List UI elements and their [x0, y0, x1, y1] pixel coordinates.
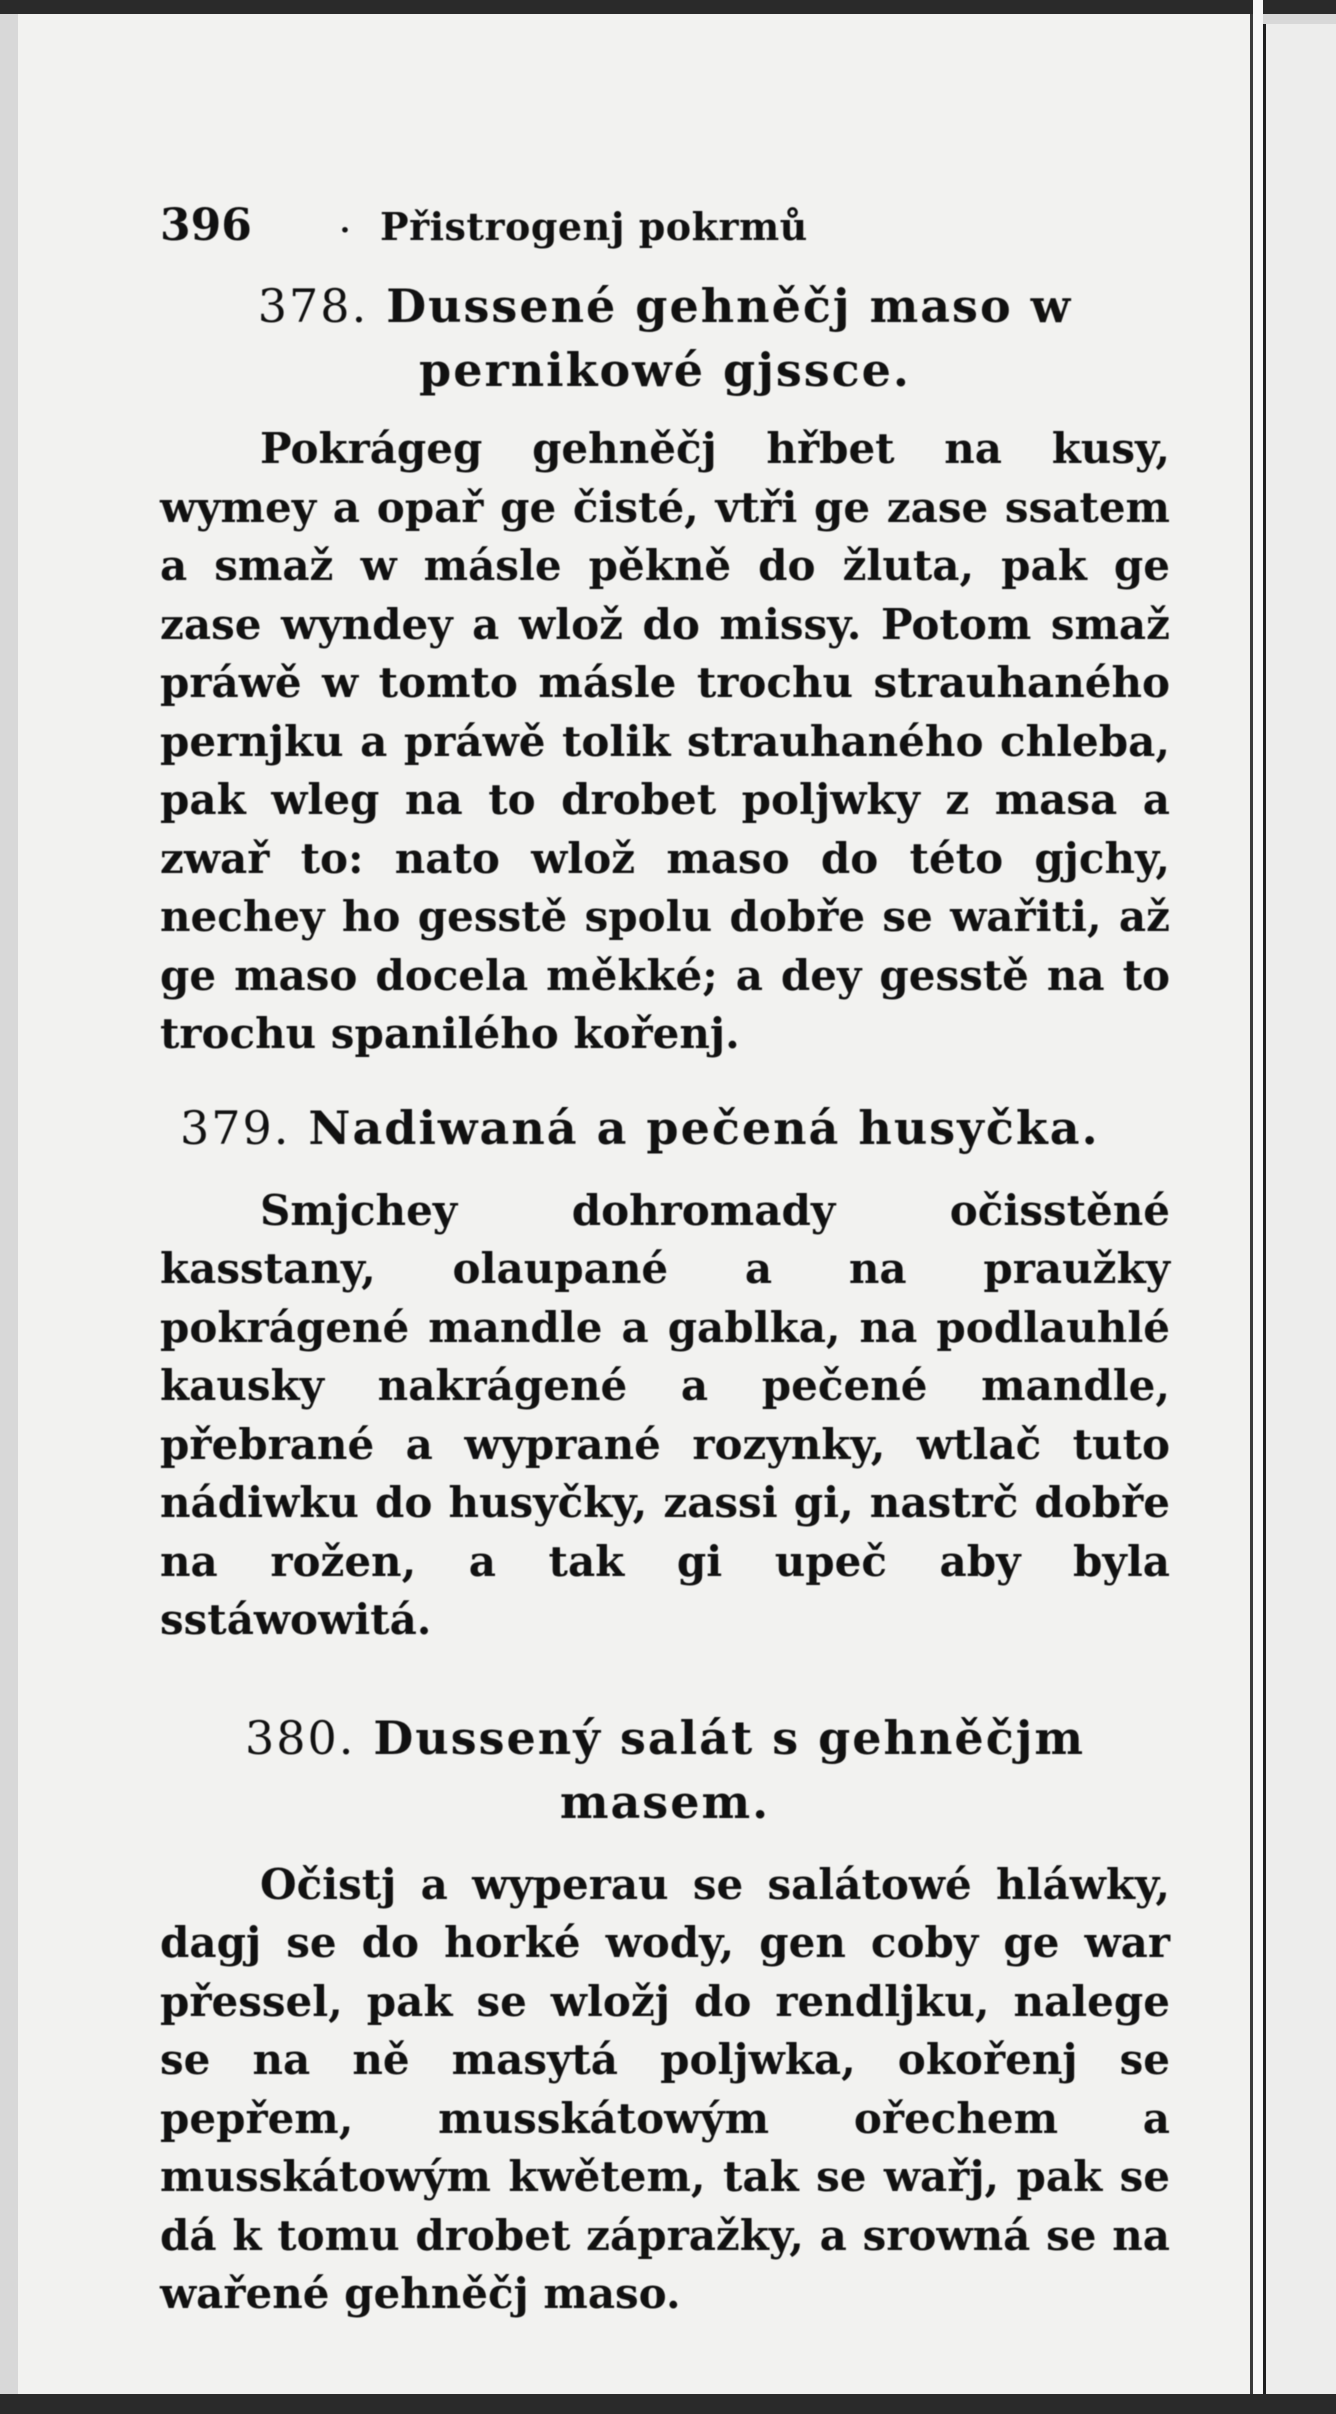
- page-number: 396: [160, 200, 252, 251]
- recipe-body: Smjchey dohromady očisstěné kasstany, olaupané a na praužky pokrágené mandle a gablka, na podlauhlé kausky nakrágené a pečené mandle, přebrané a wyprané rozynky, wtlač tuto nádiwku do husyčky, zassi gi, nastrč dobře na rožen, a tak gi upeč aby byla sstáwowitá.: [160, 1185, 1170, 1644]
- recipe-379: [160, 1096, 1170, 1650]
- running-title: Přistrogenj pokrmů: [380, 204, 808, 249]
- recipe-number: 378.: [257, 279, 369, 333]
- page-text: [160, 200, 1170, 2324]
- recipe-title: Dussený salát s gehněčjm masem.: [373, 1710, 1086, 1829]
- recipe-heading: [160, 274, 1170, 402]
- scan-top-border: [0, 0, 1336, 14]
- running-head-separator: ·: [339, 213, 351, 248]
- recipe-378: [160, 274, 1170, 1064]
- scan-bottom-border: [0, 2394, 1336, 2414]
- recipe-number: 380.: [244, 1710, 356, 1765]
- recipe-body: Pokrágeg gehněčj hřbet na kusy, wymey a opař ge čisté, vtři ge zase ssatem a smaž w másle pěkně do žluta, pak ge zase wyndey a wlož do missy. Potom smaž práwě w tomto másle trochu strauhaného pernjku a práwě tolik strauhaného chleba, pak wleg na to drobet poljwky z masa a zwař to: nato wlož maso do této gjchy, nechey ho gesstě spolu dobře se wařiti, až ge maso docela měkké; a dey gesstě na to trochu spanilého kořenj.: [160, 424, 1170, 1058]
- page-gutter: [1253, 0, 1263, 2414]
- recipe-title: Nadiwaná a pečená husyčka.: [308, 1100, 1100, 1155]
- recipe-heading: [180, 1096, 1170, 1160]
- recipe-number: 379.: [180, 1100, 291, 1155]
- recipe-heading: [160, 1706, 1170, 1834]
- recipe-body: Očistj a wyperau se salátowé hláwky, dagj se do horké wody, gen coby ge war přessel, pak se wložj do rendljku, nalege se na ně masytá poljwka, okořenj se pepřem, musskátowým ořechem a musskátowým kwětem, tak se wařj, pak se dá k tomu drobet zápražky, a srowná se na wařené gehněčj maso.: [160, 1859, 1170, 2318]
- recipe-380: [160, 1706, 1170, 2324]
- adjacent-page-edge: [1263, 24, 1336, 2414]
- recipe-title: Dussené gehněčj maso w pernikowé gjssce.: [386, 279, 1073, 397]
- running-head: [160, 200, 1170, 270]
